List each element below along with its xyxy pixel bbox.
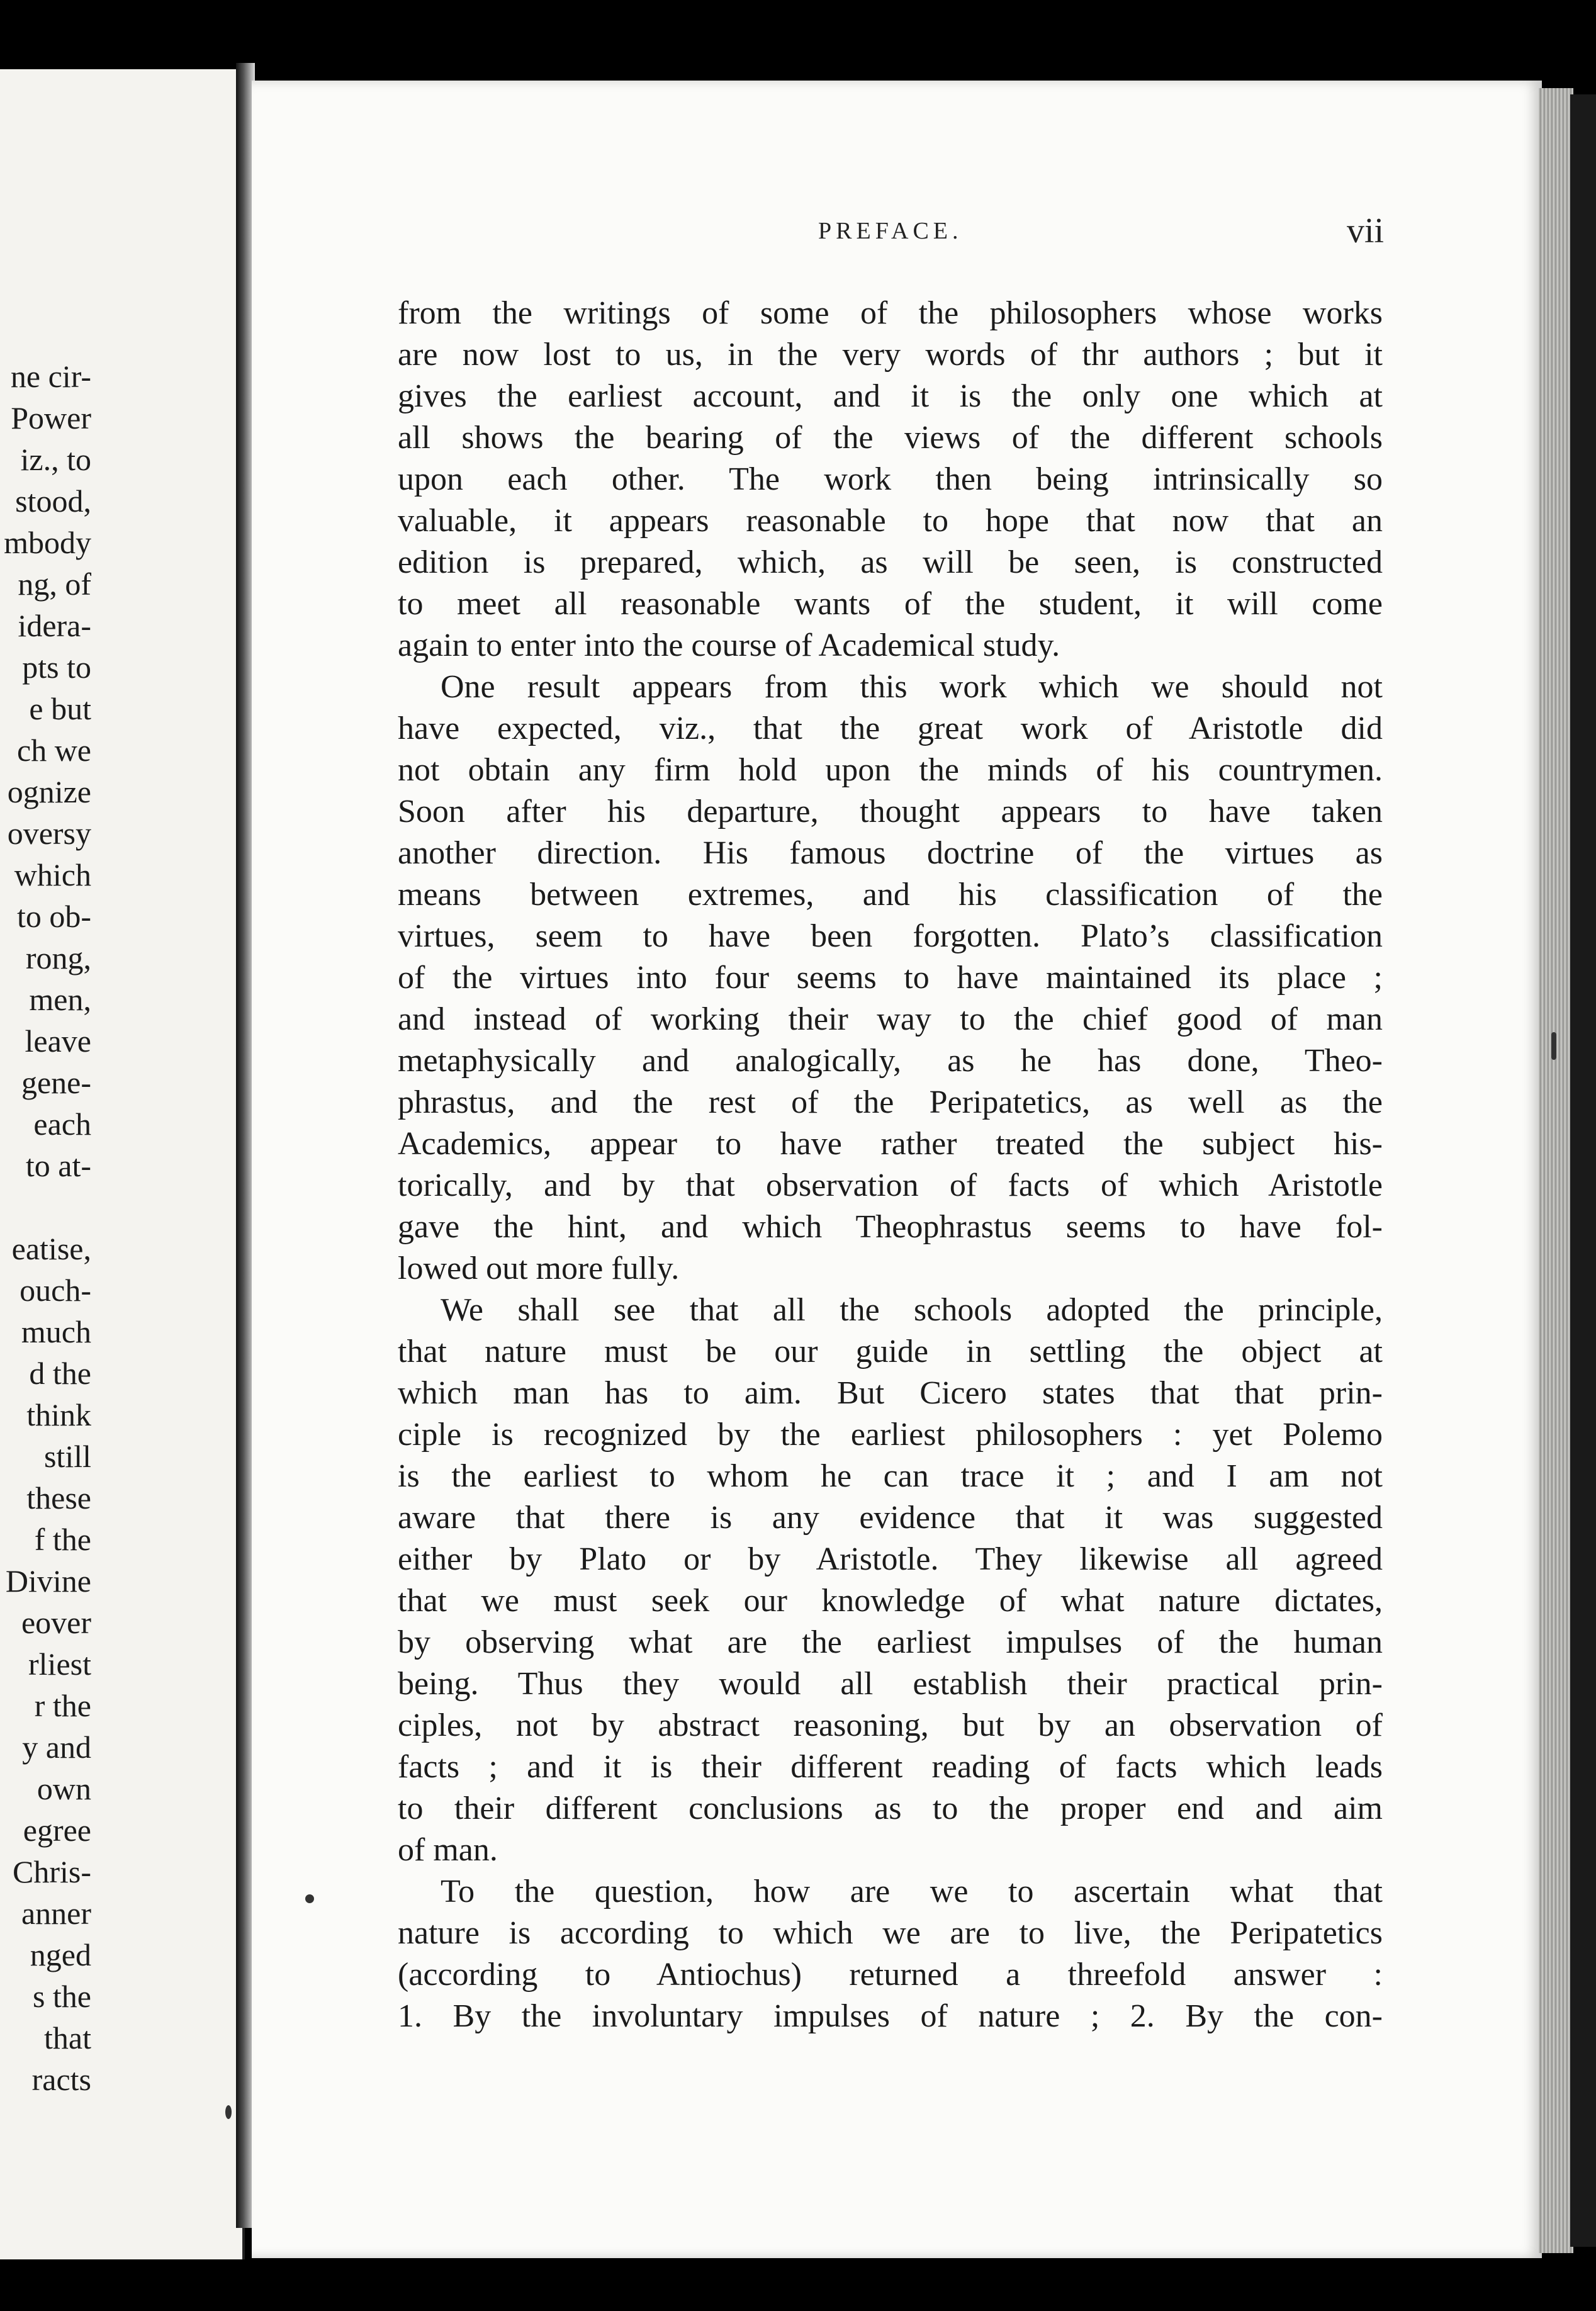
page-number: vii <box>1347 211 1385 250</box>
left-page-line: d the <box>29 1356 91 1391</box>
left-page-line <box>0 1186 91 1228</box>
text-line: ciples, not by abstract reasoning, but by an observation of <box>398 1707 1383 1743</box>
text-line: again to enter into the course of Academical study. <box>398 627 1060 663</box>
left-page-line: Divine <box>5 1563 91 1599</box>
text-line: We shall see that all the schools adopted the principle, <box>441 1292 1383 1328</box>
body-text <box>398 293 1383 2037</box>
text-line: aware that there is any evidence that it was suggested <box>398 1500 1383 1536</box>
left-page <box>0 69 245 2259</box>
text-line: gives the earliest account, and it is the only one which at <box>398 378 1383 414</box>
left-page-line: oversy <box>7 816 91 851</box>
left-page-line: r the <box>34 1688 91 1723</box>
left-page-line: ognize <box>7 774 91 809</box>
text-line: torically, and by that observation of facts of which Aristotle <box>398 1167 1383 1203</box>
left-page-line: still <box>43 1439 91 1474</box>
left-page-line: stood, <box>15 483 91 519</box>
book-cover-edge <box>1570 94 1596 2247</box>
text-line: Soon after his departure, thought appears to have taken <box>398 794 1383 829</box>
text-line: valuable, it appears reasonable to hope that now that an <box>398 503 1383 539</box>
text-line: which man has to aim. But Cicero states that that prin- <box>398 1375 1383 1411</box>
text-line: of man. <box>398 1832 498 1868</box>
text-line: that we must seek our knowledge of what nature dictates, <box>398 1583 1383 1619</box>
left-page-line: ch we <box>17 733 91 768</box>
text-line: metaphysically and analogically, as he has done, Theo- <box>398 1043 1383 1079</box>
text-line: being. Thus they would all establish their practical prin- <box>398 1666 1383 1702</box>
text-line: Academics, appear to have rather treated the subject his- <box>398 1126 1383 1162</box>
text-line: of the virtues into four seems to have maintained its place ; <box>398 960 1383 996</box>
text-line: is the earliest to whom he can trace it ; and I am not <box>398 1458 1383 1494</box>
text-line: upon each other. The work then being intrinsically so <box>398 461 1383 497</box>
left-page-line: leave <box>25 1023 91 1059</box>
text-line: another direction. His famous doctrine of the virtues as <box>398 835 1383 871</box>
text-line: all shows the bearing of the views of the different schools <box>398 420 1383 456</box>
text-line: 1. By the involuntary impulses of nature ; 2. By the con- <box>398 1998 1383 2034</box>
left-page-line: racts <box>31 2062 91 2097</box>
left-page-line: to at- <box>25 1148 91 1183</box>
text-line: means between extremes, and his classification of the <box>398 877 1383 913</box>
text-line: (according to Antiochus) returned a threefold answer : <box>398 1957 1383 1993</box>
text-line: edition is prepared, which, as will be seen, is constructed <box>398 544 1383 580</box>
left-page-line: nged <box>30 1937 91 1972</box>
text-line: have expected, viz., that the great work of Aristotle did <box>398 711 1383 746</box>
left-page-line: ne cir- <box>10 359 91 394</box>
left-page-line: these <box>26 1480 91 1515</box>
left-page-line: iz., to <box>20 442 91 477</box>
left-page-line: y and <box>22 1729 91 1765</box>
text-line: and instead of working their way to the chief good of man <box>398 1001 1383 1037</box>
left-page-line: which <box>14 857 91 892</box>
left-page-line: egree <box>23 1813 91 1848</box>
ink-speck <box>1551 1032 1556 1060</box>
left-page-line: rong, <box>25 940 91 976</box>
left-page-line: anner <box>21 1896 91 1931</box>
left-page-line: pts to <box>22 649 91 685</box>
left-page-line: much <box>21 1314 91 1349</box>
text-line: virtues, seem to have been forgotten. Plato’s classification <box>398 918 1383 954</box>
text-line: One result appears from this work which we should not <box>441 669 1383 705</box>
ink-speck <box>305 1894 314 1903</box>
text-line: ciple is recognized by the earliest philosophers : yet Polemo <box>398 1417 1383 1453</box>
ink-speck <box>225 2105 232 2119</box>
left-page-line: mbody <box>4 525 91 560</box>
left-page-line: to ob- <box>16 899 91 934</box>
text-line: by observing what are the earliest impulses of the human <box>398 1624 1383 1660</box>
left-page-line: eatise, <box>11 1231 91 1266</box>
text-line: to their different conclusions as to the proper end and aim <box>398 1791 1383 1826</box>
text-line: not obtain any firm hold upon the minds of his countrymen. <box>398 752 1383 788</box>
text-line: from the writings of some of the philosophers whose works <box>398 295 1383 331</box>
left-page-line: own <box>37 1771 91 1806</box>
left-page-line: men, <box>29 982 91 1017</box>
text-line: phrastus, and the rest of the Peripatetics, as well as the <box>398 1084 1383 1120</box>
left-page-line: think <box>26 1397 91 1432</box>
left-page-line: ng, of <box>18 566 91 602</box>
text-line: To the question, how are we to ascertain what that <box>441 1874 1383 1909</box>
left-page-text-fragments <box>0 356 91 2100</box>
left-page-line: that <box>44 2020 91 2055</box>
page-edges <box>1539 88 1573 2253</box>
left-page-line: each <box>33 1106 91 1142</box>
text-line: either by Plato or by Aristotle. They likewise all agreed <box>398 1541 1383 1577</box>
left-page-line: f the <box>34 1522 91 1557</box>
text-line: lowed out more fully. <box>398 1251 680 1286</box>
left-page-line: eover <box>21 1605 91 1640</box>
text-line: gave the hint, and which Theophrastus seems to have fol- <box>398 1209 1383 1245</box>
left-page-line: ouch- <box>20 1273 91 1308</box>
text-line: to meet all reasonable wants of the student, it will come <box>398 586 1383 622</box>
text-line: nature is according to which we are to live, the Peripatetics <box>398 1915 1383 1951</box>
left-page-line: e but <box>29 691 91 726</box>
text-line: facts ; and it is their different reading of facts which leads <box>398 1749 1383 1785</box>
text-line: are now lost to us, in the very words of thr authors ; but it <box>398 337 1383 373</box>
left-page-line: s the <box>32 1979 91 2014</box>
left-page-line: idera- <box>18 608 91 643</box>
text-line: that nature must be our guide in settling the object at <box>398 1334 1383 1369</box>
left-page-line: Power <box>11 400 91 436</box>
left-page-line: rliest <box>28 1646 91 1682</box>
left-page-line: Chris- <box>13 1854 91 1889</box>
running-head: PREFACE. <box>818 218 963 244</box>
left-page-line: gene- <box>21 1065 91 1100</box>
